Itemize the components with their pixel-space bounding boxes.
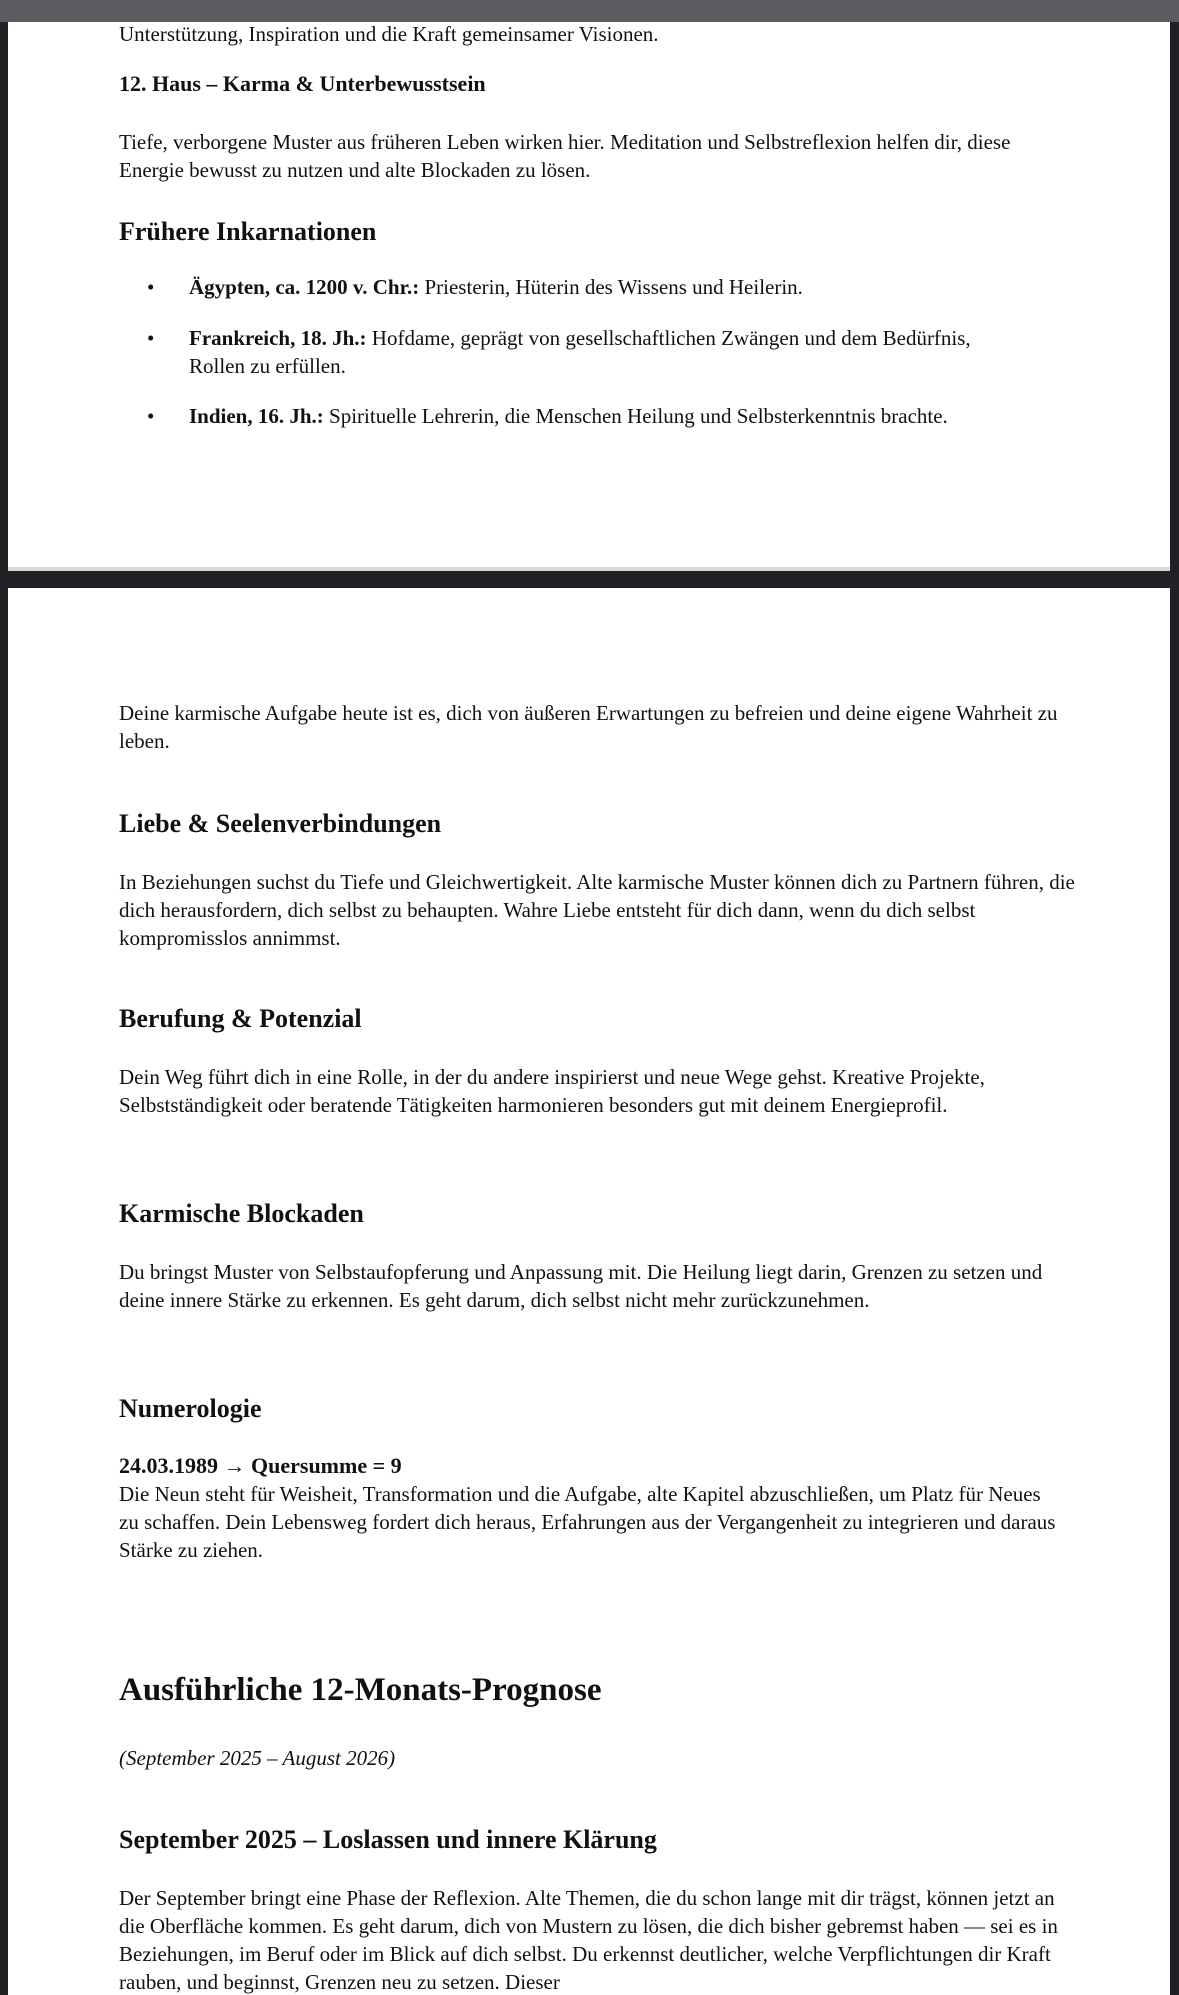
incarnation-label: Ägypten, ca. 1200 v. Chr.: (189, 275, 420, 299)
section-heading-blockades: Karmische Blockaden (119, 1199, 364, 1228)
incarnation-text: Priesterin, Hüterin des Wissens und Heilerin. (419, 275, 803, 299)
blockades-text: Du bringst Muster von Selbstaufopferung und Anpassung mit. Die Heilung liegt darin, Grenzen zu setzen und deine innere Stärke zu erkennen. Es geht darum, dich selbst nicht mehr zurückzunehmen. (119, 1260, 1043, 1312)
house-12-text: Tiefe, verborgene Muster aus früheren Leben wirken hier. Meditation und Selbstreflexion helfen dir, diese Energie bewusst zu nutzen und alte Blockaden zu lösen. (119, 130, 1011, 182)
numerology-sum: 24.03.1989 → Quersumme = 9 (119, 1453, 402, 1478)
section-heading-forecast: Ausführliche 12-Monats-Prognose (119, 1672, 602, 1708)
previous-paragraph-tail: Unterstützung, Inspiration und die Kraft gemeinsamer Visionen. (119, 22, 659, 46)
document-page-1 (8, 22, 1170, 567)
bullet-glyph: • (147, 326, 155, 350)
bullet-glyph: • (147, 404, 155, 428)
karmic-task-text: Deine karmische Aufgabe heute ist es, dich von äußeren Erwartungen zu befreien und deine eigene Wahrheit zu leben. (119, 701, 1058, 753)
calling-text: Dein Weg führt dich in eine Rolle, in der du andere inspirierst und neue Wege gehst. Kreative Projekte, Selbstständigkeit oder beratende Tätigkeiten harmonieren besonders gut mit deinem Energieprofil. (119, 1065, 985, 1117)
incarnations-list (119, 273, 1079, 430)
incarnation-label: Indien, 16. Jh.: (189, 404, 324, 428)
section-heading-incarnations: Frühere Inkarnationen (119, 217, 377, 246)
incarnation-text: Hofdame, geprägt von gesellschaftlichen Zwängen und dem Bedürfnis, Rollen zu erfüllen. (189, 326, 971, 378)
incarnation-text: Spirituelle Lehrerin, die Menschen Heilung und Selbsterkenntnis brachte. (323, 404, 948, 428)
section-heading-love: Liebe & Seelenverbindungen (119, 809, 442, 838)
list-item (119, 273, 1079, 301)
september-heading: September 2025 – Loslassen und innere Klärung (119, 1825, 657, 1854)
forecast-date-range: (September 2025 – August 2026) (119, 1746, 396, 1770)
list-item (119, 324, 1079, 380)
section-heading-numerology: Numerologie (119, 1394, 262, 1423)
love-text: In Beziehungen suchst du Tiefe und Gleichwertigkeit. Alte karmische Muster können dich zu Partnern führen, die dich herausfordern, dich selbst zu behaupten. Wahre Liebe entsteht für dich dann, wenn du dich selbst kompromisslos annimmst. (119, 870, 1075, 950)
numerology-text: Die Neun steht für Weisheit, Transformation und die Aufgabe, alte Kapitel abzuschließen, um Platz für Neues zu schaffen. Dein Lebensweg fordert dich heraus, Erfahrungen aus der Vergangenheit zu integrieren und daraus Stärke zu ziehen. (119, 1482, 1056, 1562)
section-heading-calling: Berufung & Potenzial (119, 1004, 362, 1033)
viewer-top-bar (0, 0, 1179, 22)
incarnation-label: Frankreich, 18. Jh.: (189, 326, 367, 350)
bullet-glyph: • (147, 275, 155, 299)
document-page-2 (8, 588, 1170, 1995)
list-item (119, 402, 1079, 430)
house-12-title: 12. Haus – Karma & Unterbewusstsein (119, 71, 486, 96)
september-text: Der September bringt eine Phase der Reflexion. Alte Themen, die du schon lange mit dir trägst, können jetzt an die Oberfläche kommen. Es geht darum, dich von Mustern zu lösen, die dich bisher gebremst haben — sei es in Beziehungen, im Beruf oder im Blick auf dich selbst. Du erkennst deutlicher, welche Verpflichtungen dir Kraft rauben, und beginnst, Grenzen neu zu setzen. Dieser (119, 1886, 1058, 1994)
page-separator (8, 567, 1170, 571)
